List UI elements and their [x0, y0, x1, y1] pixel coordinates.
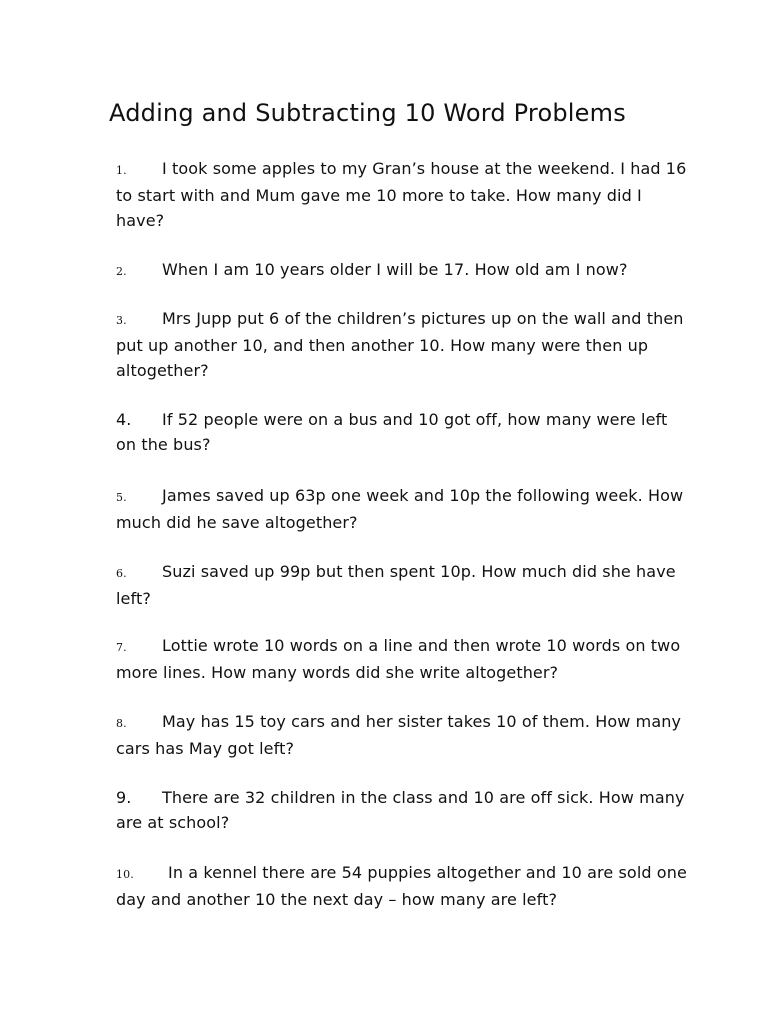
problem-9 [116, 785, 691, 835]
problem-7 [116, 633, 691, 685]
problem-text: I took some apples to my Gran’s house at the weekend. I had 16 to start with and Mum gave me 10 more to take. How many did I have? [116, 159, 687, 230]
problem-number: 6. [116, 567, 127, 580]
problem-1 [116, 156, 691, 233]
problem-text: If 52 people were on a bus and 10 got off, how many were left on the bus? [116, 410, 668, 454]
problem-5 [116, 483, 691, 535]
problem-text: In a kennel there are 54 puppies altogether and 10 are sold one day and another 10 the next day – how many are left? [116, 863, 687, 909]
problem-number: 4. [116, 410, 132, 429]
problem-6 [116, 559, 691, 611]
worksheet-title: Adding and Subtracting 10 Word Problems [109, 99, 626, 127]
problem-text: When I am 10 years older I will be 17. How old am I now? [162, 260, 628, 279]
problem-text: Lottie wrote 10 words on a line and then wrote 10 words on two more lines. How many words did she write altogether? [116, 636, 681, 682]
problem-number: 9. [116, 788, 132, 807]
problem-number: 2. [116, 265, 127, 278]
problem-2 [116, 257, 691, 284]
problem-number: 10. [116, 868, 134, 881]
problem-number: 8. [116, 717, 127, 730]
problem-4 [116, 407, 691, 457]
problem-3 [116, 306, 691, 383]
problem-text: Suzi saved up 99p but then spent 10p. How much did she have left? [116, 562, 676, 608]
problem-10 [116, 860, 691, 912]
problem-text: There are 32 children in the class and 10 are off sick. How many are at school? [116, 788, 685, 832]
problem-number: 5. [116, 491, 127, 504]
problem-text: Mrs Jupp put 6 of the children’s pictures up on the wall and then put up another 10, and then another 10. How many were then up altogether? [116, 309, 684, 380]
problem-number: 3. [116, 314, 127, 327]
problem-text: James saved up 63p one week and 10p the following week. How much did he save altogether? [116, 486, 684, 532]
problem-8 [116, 709, 691, 761]
problem-text: May has 15 toy cars and her sister takes 10 of them. How many cars has May got left? [116, 712, 682, 758]
problem-number: 7. [116, 641, 127, 654]
problem-number: 1. [116, 164, 127, 177]
